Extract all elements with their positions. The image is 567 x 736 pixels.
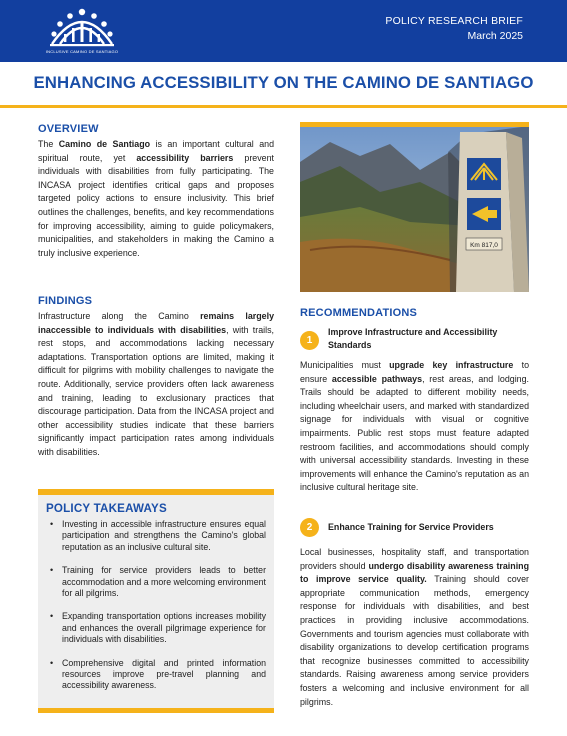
page-title: ENHANCING ACCESSIBILITY ON THE CAMINO DE SANTIAGO [33,73,534,92]
brief-date: March 2025 [467,30,523,42]
logo-text: INCLUSIVE CAMINO DE SANTIAGO [45,49,119,54]
overview-text: The Camino de Santiago is an important cultural and spiritual route, yet accessibility barriers prevent individuals with disabilities from fully participating. The INCASA project identifies critical gaps and proposes targeted policy actions to ensure inclusivity. This brief outlines the challenges, benefits, and key recommendations for improving accessibility, aiming to guide policymakers, municipalities, and stakeholders in making the Camino a truly inclusive experience. [38,139,275,258]
scallop-logo-icon [44,6,120,50]
takeaways-heading: POLICY TAKEAWAYS [46,502,167,515]
list-item: • Expanding transportation options increases mobility and enhances the overall pilgrimage experience for individuals with disabilities. [50,611,266,645]
recommendation-text: Local businesses, hospitality staff, and transportation providers should undergo disability awareness training to improve service quality. Training should cover appropriate communication methods, emergency response for individuals with disabilities, and best practices in providing inclusive accommodations. Governments and tourism agencies must collaborate with disability organizations to develop certification programs that recognize businesses committed to accessibility standards. Raising awareness among service providers fosters a welcoming and inclusive environment for all pilgrims. [300,547,530,707]
logo [44,6,120,56]
panel-top-bar [38,489,274,495]
marker-text: Km 817,0 [470,242,498,249]
panel-bottom-bar [38,708,274,713]
list-item: • Investing in accessible infrastructure ensures equal participation and strengthens the Camino's global reputation as an inclusive cultural site. [50,519,266,553]
camino-photo [300,122,529,292]
recommendation-title: Enhance Training for Service Providers [328,522,494,532]
recommendation-title: Improve Infrastructure and Accessibility Standards [328,327,498,350]
recommendations-heading: RECOMMENDATIONS [300,307,418,319]
takeaways-list [50,519,266,704]
mountain-landscape-image [300,122,529,292]
title-divider [0,105,567,108]
findings-heading: FINDINGS [38,295,93,307]
findings-text: Infrastructure along the Camino remains largely inaccessible to individuals with disabilities, with trails, rest stops, and accommodations lacking necessary adaptations. Transportation options are limited, making it difficult for pilgrims with mobility challenges to navigate the route. Additionally, service providers often lack awareness and training, leading to exclusionary practices that discourage participation. Data from the INCASA project and other accessibility studies indicate that these barriers significantly impact participation rates among individuals with disabilities. [38,311,275,457]
brief-label: POLICY RESEARCH BRIEF [385,15,523,27]
recommendation-number-badge: 2 [300,518,319,537]
list-item: • Comprehensive digital and printed information resources improve pre-travel planning and accessibility awareness. [50,658,266,692]
recommendation-text: Municipalities must upgrade key infrastructure to ensure accessible pathways, rest areas, and lodging. Trails should be adapted to different mobility needs, including wheelchair users, and marked with standardized signage for individuals with visual or cognitive impairments. Public rest stops must feature adapted restroom facilities, and accommodations should comply with universal accessibility standards. Investing in these improvements will enhance the Camino's reputation as an inclusive cultural heritage site. [300,360,530,493]
overview-heading: OVERVIEW [38,123,99,135]
list-item: • Training for service providers leads to better accommodation and a more welcoming environment for all pilgrims. [50,565,266,599]
recommendation-number-badge: 1 [300,331,319,350]
header-bar [0,0,567,62]
